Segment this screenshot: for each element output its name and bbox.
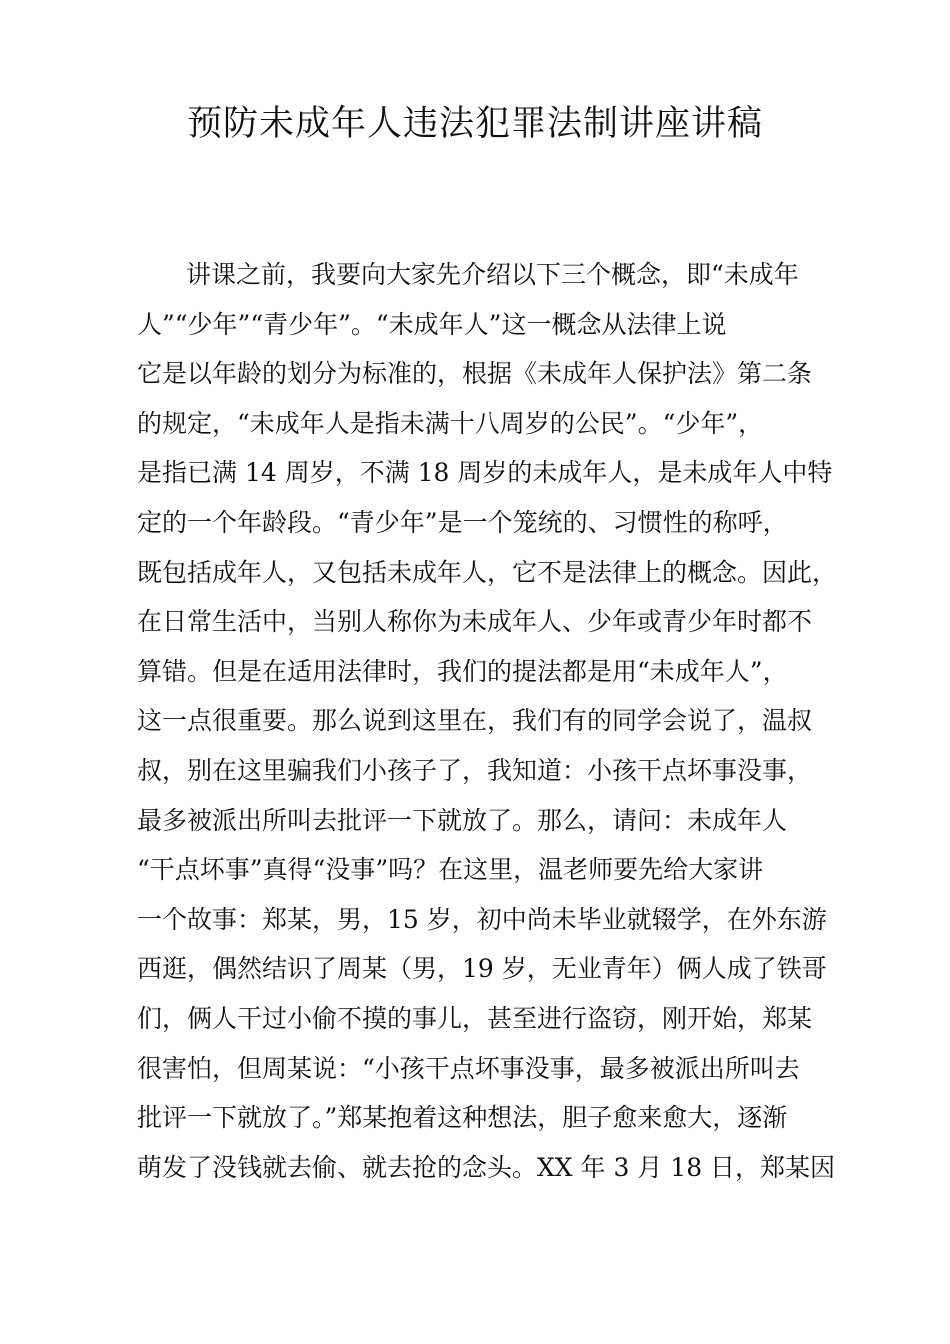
- text-line: 人”“少年”“青少年”。“未成年人”这一概念从法律上说: [137, 309, 727, 339]
- text-line: 一个故事：郑某，男，15 岁，初中尚未毕业就辍学，在外东游: [137, 904, 827, 934]
- text-line: 西逛，偶然结识了周某（男，19 岁，无业青年）俩人成了铁哥: [137, 954, 827, 984]
- text-line: 的规定，“未成年人是指未满十八周岁的公民”。“少年”，: [137, 408, 764, 438]
- text-line: 们，俩人干过小偷不摸的事儿，甚至进行盗窃，刚开始，郑某: [137, 1003, 813, 1033]
- text-line: 是指已满 14 周岁，不满 18 周岁的未成年人，是未成年人中特: [137, 458, 833, 488]
- text-line: 最多被派出所叫去批评一下就放了。那么，请问：未成年人: [137, 805, 788, 835]
- text-line: 它是以年龄的划分为标准的，根据《未成年人保护法》第二条: [137, 359, 813, 389]
- document-title: 预防未成年人违法犯罪法制讲座讲稿: [186, 104, 763, 144]
- text-line: 批评一下就放了。”郑某抱着这种想法，胆子愈来愈大，逐渐: [137, 1103, 788, 1133]
- text-line: 这一点很重要。那么说到这里在，我们有的同学会说了，温叔: [137, 706, 813, 736]
- text-line: 萌发了没钱就去偷、就去抢的念头。XX 年 3 月 18 日，郑某因: [137, 1152, 836, 1182]
- text-line: 讲课之前，我要向大家先介绍以下三个概念，即“未成年: [186, 260, 799, 289]
- text-line: 叔，别在这里骗我们小孩子了，我知道：小孩干点坏事没事，: [137, 755, 813, 785]
- text-line: 算错。但是在适用法律时，我们的提法都是用“未成年人”，: [137, 656, 788, 686]
- text-line: 很害怕，但周某说：“小孩干点坏事没事，最多被派出所叫去: [137, 1053, 800, 1083]
- body-paragraph: [137, 250, 857, 1192]
- text-line: 既包括成年人，又包括未成年人，它不是法律上的概念。因此，: [137, 557, 838, 587]
- text-line: 在日常生活中，当别人称你为未成年人、少年或青少年时都不: [137, 607, 813, 637]
- text-line: 定的一个年龄段。“青少年”是一个笼统的、习惯性的称呼，: [137, 507, 788, 537]
- text-line: “干点坏事”真得“没事”吗？在这里，温老师要先给大家讲: [137, 855, 764, 885]
